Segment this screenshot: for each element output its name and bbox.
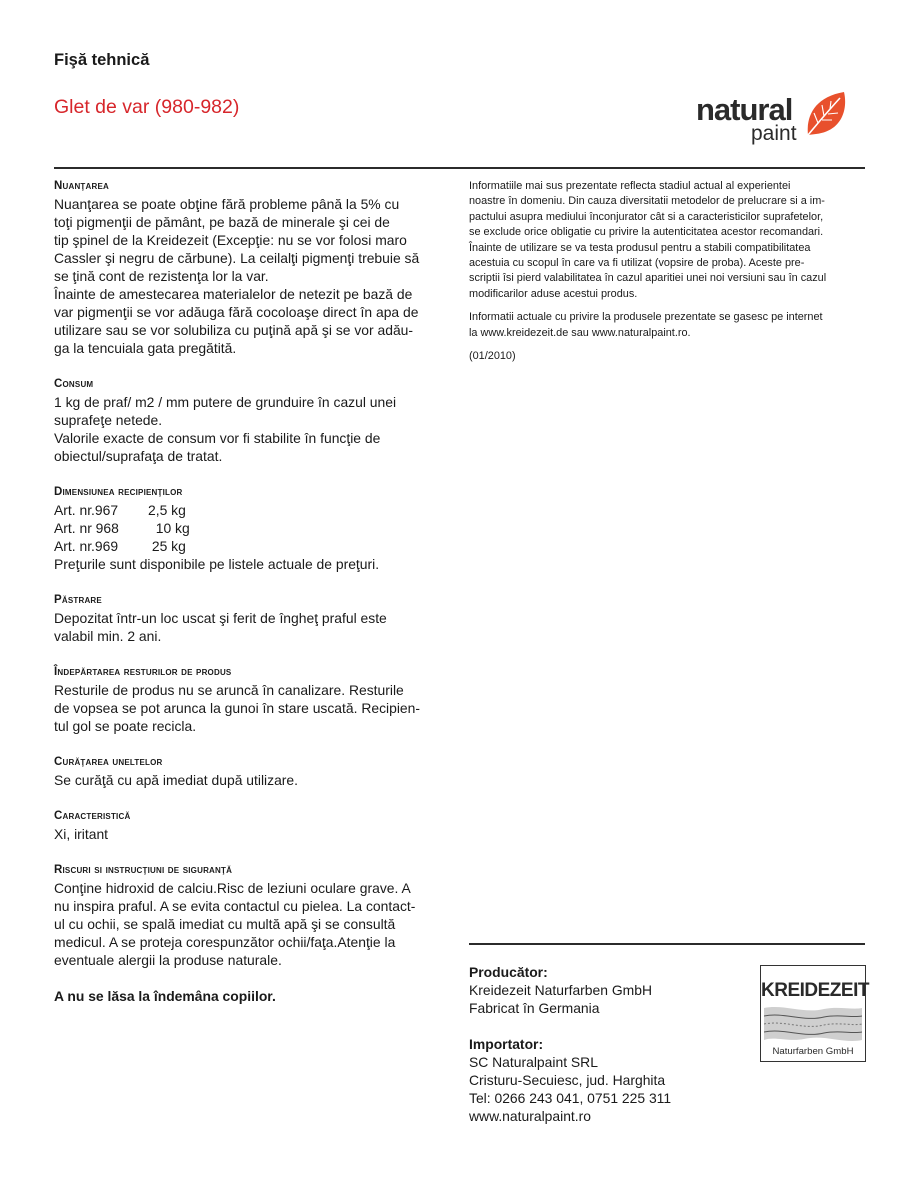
producer-divider [469, 943, 865, 945]
package-size: 25 kg [148, 538, 186, 554]
revision-date: (01/2010) [469, 350, 516, 363]
text-line: se ţină cont de rezistenţa lor la var. [54, 268, 269, 284]
text-line: tip şpinel de la Kreidezeit (Excepţie: nu se vor folosi maro [54, 232, 407, 248]
text-line: utilizare sau se vor solubiliza cu puţină apă şi se vor adău- [54, 322, 414, 338]
kreidezeit-logo [760, 965, 869, 1062]
importer-address: Cristuru-Secuiesc, jud. Harghita [469, 1072, 666, 1088]
text-line: obiectul/suprafaţa de tratat. [54, 448, 223, 464]
leaf-icon [804, 89, 850, 139]
logo-word-paint: paint [751, 122, 797, 145]
text-line: Înainte de amestecarea materialelor de netezit pe bază de [54, 286, 413, 302]
size-row [54, 501, 456, 519]
article-number: Art. nr 968 [54, 520, 119, 536]
importer-label: Importator: [469, 1036, 544, 1052]
text-line: scriptii îsi pierd valabilitatea în cazul aparitiei unei noi versiuni sau în cazul [469, 272, 827, 285]
text-line: Nuanţarea se poate obţine fără probleme până la 5% cu [54, 196, 400, 212]
section-dimensiuni [54, 483, 456, 573]
text-line: 1 kg de praf/ m2 / mm putere de grunduire în cazul unei [54, 394, 397, 410]
text-line: suprafeţe netede. [54, 412, 163, 428]
text-line: de vopsea se pot arunca la gunoi în stare uscată. Recipien- [54, 700, 421, 716]
chalk-texture-icon [764, 1004, 862, 1044]
section-title: Riscuri si instrucţiuni de siguranţă [54, 864, 233, 876]
section-title: Caracteristică [54, 810, 131, 822]
left-column [54, 177, 456, 1005]
text-line: Valorile exacte de consum vor fi stabilite în funcţie de [54, 430, 381, 446]
text-line: la www.kreidezeit.de sau www.naturalpaint.ro. [469, 326, 691, 339]
package-size: 10 kg [148, 520, 190, 536]
text-line: var pigmenţii se vor adăuga fără cocoloaşe direct în apa de [54, 304, 419, 320]
section-caracteristica [54, 807, 456, 843]
size-row [54, 519, 456, 537]
kreidezeit-sub: Naturfarben GmbH [772, 1046, 854, 1057]
section-title: Păstrare [54, 594, 102, 606]
text-line: Cassler şi negru de cărbune). La ceilalţi pigmenţi trebuie să [54, 250, 420, 266]
section-indepartare [54, 663, 456, 735]
article-number: Art. nr.969 [54, 538, 119, 554]
section-title: Dimensiunea recipienţilor [54, 486, 183, 498]
child-safety-warning: A nu se lăsa la îndemâna copiilor. [54, 988, 276, 1004]
naturalpaint-logo [694, 88, 854, 152]
disclaimer-paragraph [469, 179, 869, 302]
text-line: acestuia cu scopul în care va fi utilizat (vopsire de proba). Aceste pre- [469, 257, 805, 270]
logo-word-natural: natural [696, 92, 793, 127]
importer-name: SC Naturalpaint SRL [469, 1054, 598, 1070]
text-line: ga la tencuiala gata pregătită. [54, 340, 237, 356]
size-row [54, 537, 456, 555]
importer-phone: Tel: 0266 243 041, 0751 225 311 [469, 1090, 672, 1106]
text-line: Informatii actuale cu privire la produsele prezentate se gasesc pe internet [469, 311, 823, 324]
top-divider [54, 167, 865, 169]
section-nuantare [54, 177, 456, 357]
kreidezeit-name: KREIDEZEIT [761, 980, 869, 1001]
section-curatare [54, 753, 456, 789]
text-line: eventuale alergii la produse naturale. [54, 952, 282, 968]
text-line: valabil min. 2 ani. [54, 628, 162, 644]
document-title: Fişă tehnică [54, 51, 150, 69]
product-title: Glet de var (980-982) [54, 96, 240, 118]
package-size: 2,5 kg [148, 502, 186, 518]
text-line: Depozitat într-un loc uscat şi ferit de îngheţ praful este [54, 610, 387, 626]
producer-block [469, 963, 729, 1125]
text-line: Se curăţă cu apă imediat după utilizare. [54, 772, 299, 788]
text-line: se exclude orice obligatie cu privire la autenticitatea acestor recomandari. [469, 226, 824, 239]
info-paragraph [469, 310, 869, 341]
text-line: toţi pigmenţii de pământ, pe bază de minerale şi cei de [54, 214, 390, 230]
section-title: Consum [54, 378, 94, 390]
text-line: ul cu ochii, se spală imediat cu multă apă şi se consultă [54, 916, 396, 932]
section-pastrare [54, 591, 456, 645]
producer-label: Producător: [469, 964, 548, 980]
text-line: noastre în domeniu. Din cauza diversitatii metodelor de prelucrare si a im- [469, 195, 825, 208]
text-line: Xi, iritant [54, 826, 109, 842]
section-riscuri [54, 861, 456, 969]
text-line: nu inspira praful. A se evita contactul cu pielea. La contact- [54, 898, 416, 914]
text-line: Conţine hidroxid de calciu.Risc de leziuni oculare grave. A [54, 880, 411, 896]
text-line: Înainte de utilizare se va testa produsul pentru a stabili compatibilitatea [469, 241, 811, 254]
importer-website: www.naturalpaint.ro [469, 1108, 591, 1124]
section-title: Curăţarea uneltelor [54, 756, 163, 768]
section-title: Nuanţarea [54, 180, 109, 192]
text-line: pactului asupra mediului înconjurator cât si a caracteristicilor suprafetelor, [469, 210, 824, 223]
section-consum [54, 375, 456, 465]
price-note: Preţurile sunt disponibile pe listele actuale de preţuri. [54, 556, 380, 572]
text-line: tul gol se poate recicla. [54, 718, 197, 734]
producer-name: Kreidezeit Naturfarben GmbH [469, 982, 652, 998]
producer-origin: Fabricat în Germania [469, 1000, 600, 1016]
disclaimer-column [469, 179, 869, 372]
article-number: Art. nr.967 [54, 502, 119, 518]
text-line: Resturile de produs nu se aruncă în canalizare. Resturile [54, 682, 404, 698]
text-line: modificarilor aduse acestui produs. [469, 287, 638, 300]
section-title: Îndepărtarea resturilor de produs [54, 666, 232, 678]
text-line: Informatiile mai sus prezentate reflecta stadiul actual al experientei [469, 180, 791, 192]
text-line: medicul. A se proteja corespunzător ochii/faţa.Atenţie la [54, 934, 396, 950]
